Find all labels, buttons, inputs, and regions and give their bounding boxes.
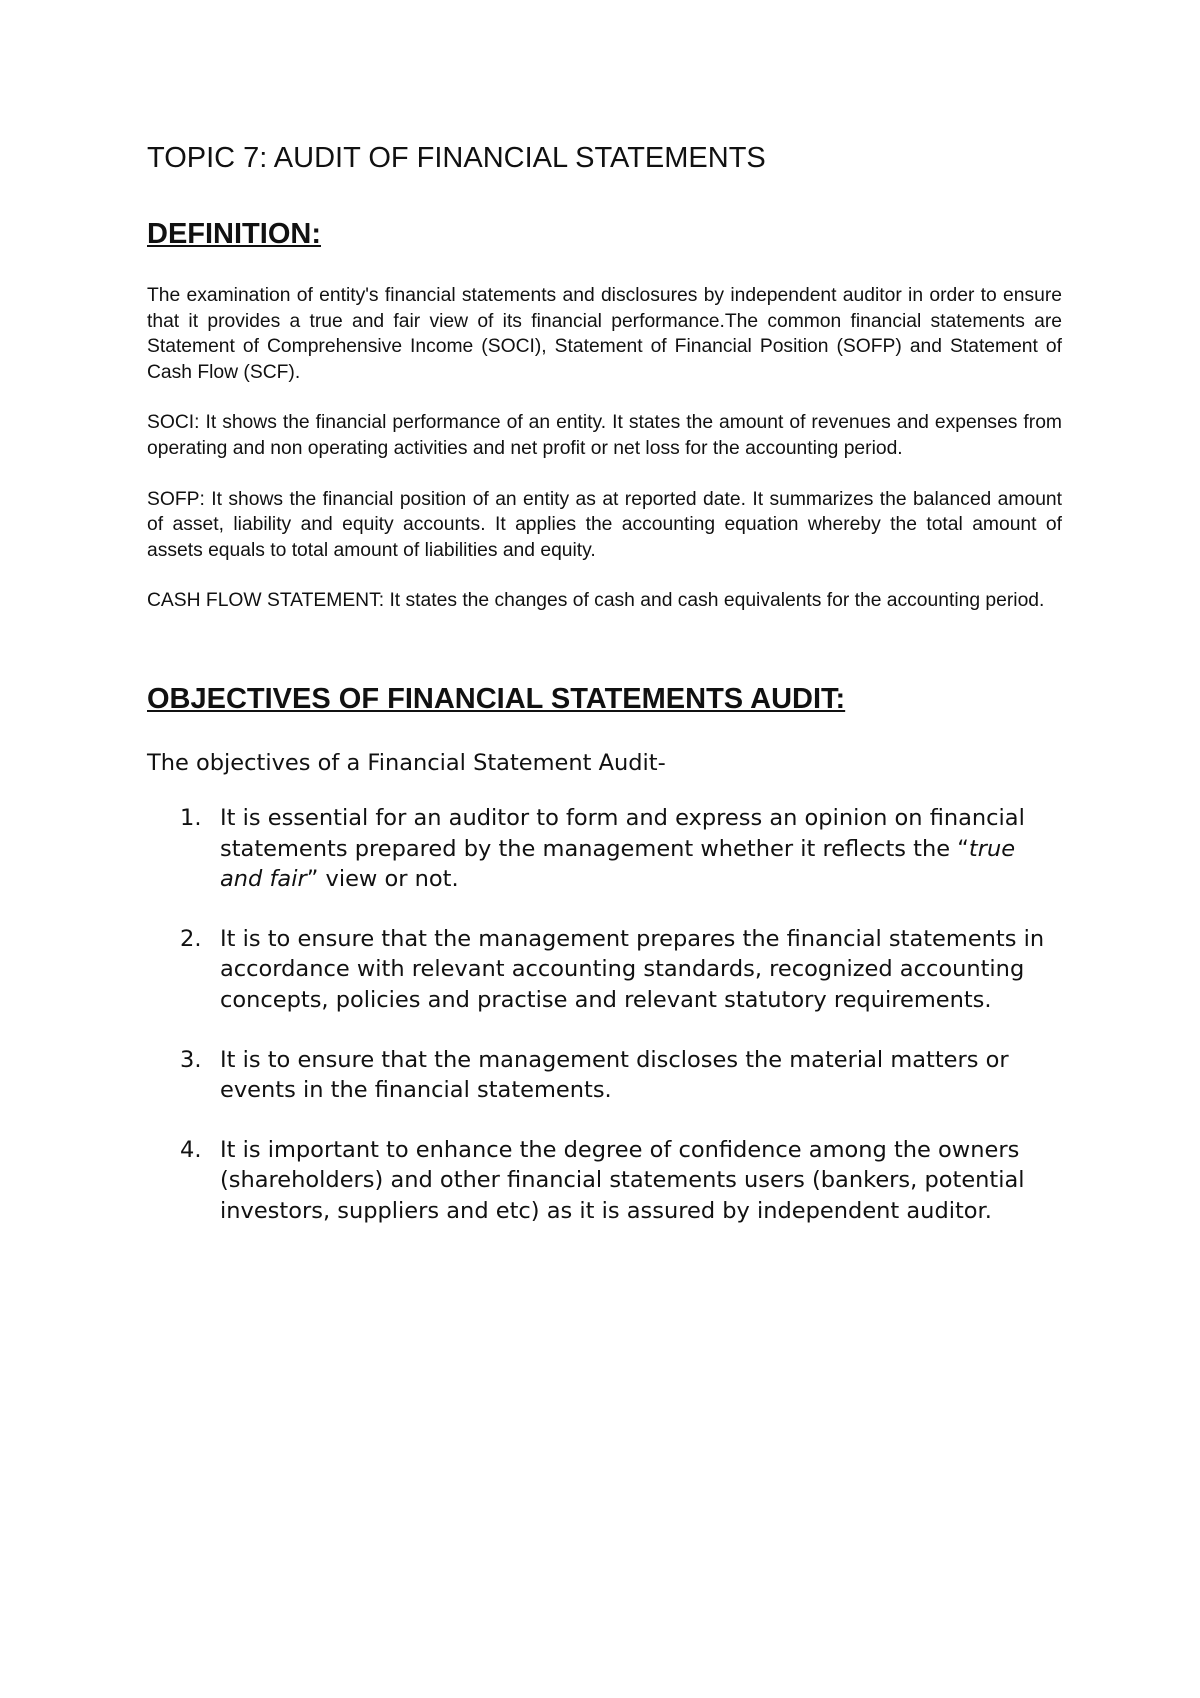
objective-item-4 xyxy=(147,1135,1062,1227)
definition-heading: DEFINITION: xyxy=(147,218,321,250)
sofp-paragraph: SOFP: It shows the financial position of an entity as at reported date. It summarizes the balanced amount of asset, liability and equity accounts. It applies the accounting equation whereby the total amount of assets equals to total amount of liabilities and equity. xyxy=(147,488,1062,561)
objectives-intro: The objectives of a Financial Statement Audit- xyxy=(147,749,666,776)
objective-number: 4. xyxy=(180,1136,202,1163)
objective-text: It is important to enhance the degree of confidence among the owners (shareholders) and other financial statements users (bankers, potential investors, suppliers and etc) as it is assured by independent auditor. xyxy=(220,1136,1025,1224)
objective-number: 2. xyxy=(180,925,202,952)
cash-flow-paragraph: CASH FLOW STATEMENT: It states the changes of cash and cash equivalents for the accounting period. xyxy=(147,590,1045,612)
document-title: TOPIC 7: AUDIT OF FINANCIAL STATEMENTS xyxy=(147,142,766,174)
objective-text-before: It is essential for an auditor to form and express an opinion on financial statements prepared by the management whether it reflects the “ xyxy=(220,804,1025,862)
definition-paragraph: The examination of entity's financial statements and disclosures by independent auditor in order to ensure that it provides a true and fair view of its financial performance.The common financial statements are Statement of Comprehensive Income (SOCI), Statement of Financial Position (SOFP) and Statement of Cash Flow (SCF). xyxy=(147,285,1062,383)
soci-paragraph: SOCI: It shows the financial performance of an entity. It states the amount of revenues and expenses from operating and non operating activities and net profit or net loss for the accounting period. xyxy=(147,412,1062,459)
objective-item-2 xyxy=(147,924,1062,1016)
objective-text: It is to ensure that the management prepares the financial statements in accordance with relevant accounting standards, recognized accounting concepts, policies and practise and relevant statutory requirements. xyxy=(220,925,1045,1013)
objectives-heading: OBJECTIVES OF FINANCIAL STATEMENTS AUDIT: xyxy=(147,682,846,715)
objective-text-after: ” view or not. xyxy=(306,866,459,893)
objectives-list xyxy=(147,803,1062,1227)
objective-item-3 xyxy=(147,1045,1062,1106)
objective-emphasis: true and fair xyxy=(220,835,1016,893)
objective-text: It is to ensure that the management discloses the material matters or events in the financial statements. xyxy=(220,1046,1009,1104)
objective-item-1 xyxy=(147,803,1062,895)
objective-number: 3. xyxy=(180,1046,202,1073)
document-page xyxy=(147,140,1062,1255)
objective-number: 1. xyxy=(180,804,202,831)
